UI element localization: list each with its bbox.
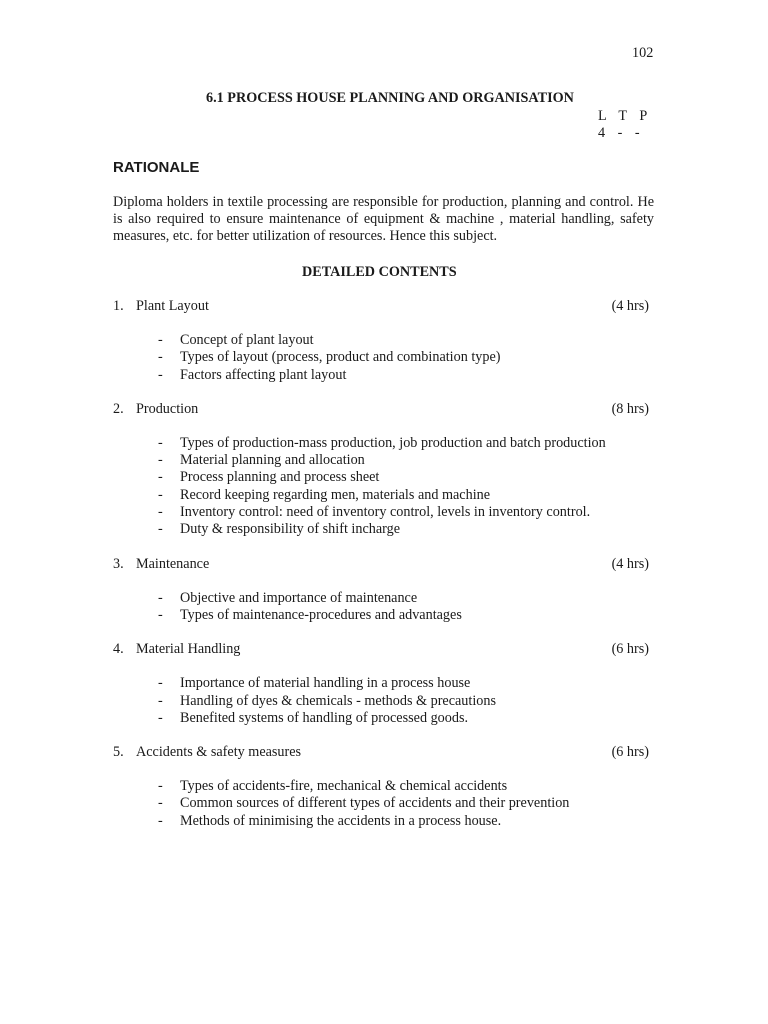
unit-hours: (6 hrs) bbox=[611, 641, 649, 658]
topic-item bbox=[113, 504, 653, 521]
topic-list bbox=[113, 778, 653, 830]
unit-section bbox=[113, 744, 653, 830]
bullet-dash: - bbox=[158, 521, 163, 538]
topic-text: Types of accidents-fire, mechanical & chemical accidents bbox=[180, 778, 508, 795]
topic-text: Common sources of different types of accidents and their prevention bbox=[180, 795, 570, 812]
topic-list bbox=[113, 590, 653, 625]
bullet-dash: - bbox=[158, 692, 163, 709]
bullet-dash: - bbox=[158, 452, 163, 469]
topic-item bbox=[113, 452, 653, 469]
topic-item bbox=[113, 521, 653, 538]
page-title: 6.1 PROCESS HOUSE PLANNING AND ORGANISATION bbox=[206, 90, 574, 106]
ltp-header: L T P bbox=[598, 108, 648, 124]
topic-item bbox=[113, 349, 653, 366]
topic-item bbox=[113, 795, 653, 812]
unit-number: 1. bbox=[113, 298, 124, 314]
bullet-dash: - bbox=[158, 469, 163, 486]
bullet-dash: - bbox=[158, 589, 163, 606]
unit-header bbox=[113, 556, 653, 573]
topic-item bbox=[113, 332, 653, 349]
topic-text: Handling of dyes & chemicals - methods & precautions bbox=[180, 692, 496, 709]
bullet-dash: - bbox=[158, 349, 163, 366]
unit-section bbox=[113, 556, 653, 625]
topic-text: Concept of plant layout bbox=[180, 332, 314, 348]
topic-text: Process planning and process sheet bbox=[180, 469, 380, 486]
unit-hours: (6 hrs) bbox=[611, 744, 649, 761]
topic-item bbox=[113, 693, 653, 710]
bullet-dash: - bbox=[158, 486, 163, 503]
page-number: 102 bbox=[632, 45, 654, 61]
topic-item bbox=[113, 778, 653, 795]
topic-text: Types of maintenance-procedures and advantages bbox=[180, 606, 462, 623]
topic-item bbox=[113, 675, 653, 692]
unit-title: Production bbox=[136, 400, 199, 417]
unit-number: 4. bbox=[113, 641, 124, 658]
topic-list bbox=[113, 435, 653, 539]
topic-item bbox=[113, 607, 653, 624]
topic-list bbox=[113, 675, 653, 727]
unit-number: 3. bbox=[113, 555, 124, 572]
unit-title: Accidents & safety measures bbox=[136, 744, 302, 761]
bullet-dash: - bbox=[158, 778, 163, 795]
topic-list bbox=[113, 332, 653, 384]
unit-list bbox=[113, 298, 653, 847]
topic-text: Duty & responsibility of shift incharge bbox=[180, 521, 401, 538]
unit-title: Material Handling bbox=[136, 641, 241, 658]
topic-text: Types of layout (process, product and combination type) bbox=[180, 349, 501, 366]
topic-text: Types of production-mass production, job production and batch production bbox=[180, 434, 606, 451]
bullet-dash: - bbox=[158, 366, 163, 383]
contents-heading: DETAILED CONTENTS bbox=[302, 264, 457, 280]
topic-text: Record keeping regarding men, materials and machine bbox=[180, 486, 491, 503]
unit-header bbox=[113, 401, 653, 418]
topic-text: Importance of material handling in a process house bbox=[180, 675, 471, 692]
topic-text: Material planning and allocation bbox=[180, 452, 365, 469]
unit-title: Maintenance bbox=[136, 555, 210, 572]
topic-item bbox=[113, 435, 653, 452]
topic-text: Objective and importance of maintenance bbox=[180, 589, 418, 606]
bullet-dash: - bbox=[158, 812, 163, 829]
ltp-values: 4 - - bbox=[598, 125, 640, 141]
unit-title: Plant Layout bbox=[136, 298, 209, 314]
topic-item bbox=[113, 469, 653, 486]
topic-text: Methods of minimising the accidents in a process house. bbox=[180, 812, 502, 829]
topic-item bbox=[113, 367, 653, 384]
topic-item bbox=[113, 813, 653, 830]
bullet-dash: - bbox=[158, 504, 163, 521]
unit-number: 5. bbox=[113, 744, 124, 761]
topic-text: Benefited systems of handling of processed goods. bbox=[180, 709, 469, 726]
bullet-dash: - bbox=[158, 709, 163, 726]
topic-item bbox=[113, 590, 653, 607]
topic-text: Inventory control: need of inventory control, levels in inventory control. bbox=[180, 504, 591, 521]
unit-section bbox=[113, 298, 653, 384]
bullet-dash: - bbox=[158, 332, 163, 348]
rationale-heading: RATIONALE bbox=[113, 159, 200, 176]
rationale-text: Diploma holders in textile processing are responsible for production, planning and control. He is also required to ensure maintenance of equipment & machine , material handling, safety measures, etc. for better utilization of resources. Hence this subject. bbox=[113, 194, 654, 244]
unit-number: 2. bbox=[113, 400, 124, 417]
unit-hours: (4 hrs) bbox=[611, 555, 649, 572]
bullet-dash: - bbox=[158, 795, 163, 812]
bullet-dash: - bbox=[158, 606, 163, 623]
topic-item bbox=[113, 710, 653, 727]
unit-section bbox=[113, 401, 653, 539]
topic-item bbox=[113, 487, 653, 504]
unit-header bbox=[113, 641, 653, 658]
unit-hours: (8 hrs) bbox=[611, 400, 649, 417]
bullet-dash: - bbox=[158, 434, 163, 451]
topic-text: Factors affecting plant layout bbox=[180, 366, 347, 383]
unit-header bbox=[113, 744, 653, 761]
unit-section bbox=[113, 641, 653, 727]
unit-header bbox=[113, 298, 653, 315]
bullet-dash: - bbox=[158, 675, 163, 692]
unit-hours: (4 hrs) bbox=[611, 298, 649, 314]
